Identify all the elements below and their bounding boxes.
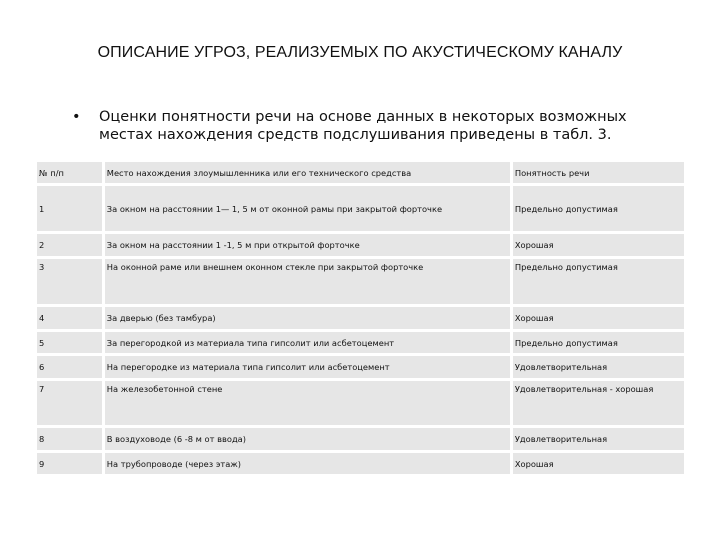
row-number: 9	[37, 453, 102, 474]
table-row	[37, 356, 684, 378]
row-location: На трубопроводе (через этаж)	[102, 453, 510, 474]
table-row	[37, 259, 684, 304]
row-number: 8	[37, 428, 102, 450]
row-location: За дверью (без тамбура)	[102, 307, 510, 329]
table-header-row	[37, 162, 684, 183]
table-row	[37, 234, 684, 256]
row-intelligibility: Предельно допустимая	[510, 332, 684, 353]
table-row	[37, 332, 684, 353]
row-location: На оконной раме или внешнем оконном стекле при закрытой форточке	[102, 259, 510, 304]
row-number: 3	[37, 259, 102, 304]
row-number: 7	[37, 381, 102, 425]
row-location: За окном на расстоянии 1 -1, 5 м при открытой форточке	[102, 234, 510, 256]
bullet-text: Оценки понятности речи на основе данных в некоторых возможных местах нахождения средств подслушивания приведены в табл. 3.	[99, 109, 627, 143]
header-number: № п/п	[37, 162, 102, 183]
row-number: 6	[37, 356, 102, 378]
slide-title: ОПИСАНИЕ УГРОЗ, РЕАЛИЗУЕМЫХ ПО АКУСТИЧЕСКОМУ КАНАЛУ	[97, 44, 623, 61]
row-number: 5	[37, 332, 102, 353]
row-intelligibility: Удовлетворительная	[510, 428, 684, 450]
row-intelligibility: Удовлетворительная	[510, 356, 684, 378]
row-intelligibility: Предельно допустимая	[510, 186, 684, 231]
header-intelligibility: Понятность речи	[510, 162, 684, 183]
row-location: За перегородкой из материала типа гипсолит или асбетоцемент	[102, 332, 510, 353]
row-location: За окном на расстоянии 1— 1, 5 м от оконной рамы при закрытой форточке	[102, 186, 510, 231]
bullet-marker: •	[72, 109, 81, 125]
row-intelligibility: Хорошая	[510, 234, 684, 256]
row-number: 1	[37, 186, 102, 231]
table-row	[37, 428, 684, 450]
table-row	[37, 453, 684, 474]
row-intelligibility: Удовлетворительная - хорошая	[510, 381, 684, 425]
row-number: 4	[37, 307, 102, 329]
row-intelligibility: Хорошая	[510, 307, 684, 329]
row-location: На перегородке из материала типа гипсолит или асбетоцемент	[102, 356, 510, 378]
table-row	[37, 186, 684, 231]
table-row	[37, 307, 684, 329]
table-row	[37, 381, 684, 425]
row-intelligibility: Хорошая	[510, 453, 684, 474]
row-location: На железобетонной стене	[102, 381, 510, 425]
row-location: В воздуховоде (6 -8 м от ввода)	[102, 428, 510, 450]
row-number: 2	[37, 234, 102, 256]
row-intelligibility: Предельно допустимая	[510, 259, 684, 304]
threat-table	[37, 162, 684, 477]
header-location: Место нахождения злоумышленника или его технического средства	[102, 162, 510, 183]
